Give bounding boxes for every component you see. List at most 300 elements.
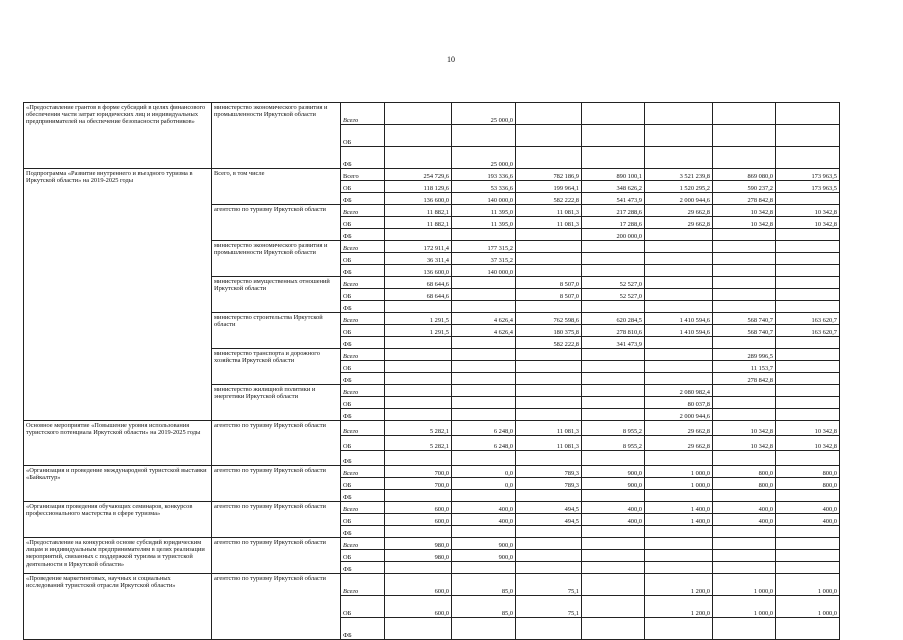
amount-cell [776,490,840,502]
funding-source: ФБ [341,265,385,277]
amount-cell [645,289,713,301]
amount-cell [452,397,516,409]
amount-cell [516,241,582,253]
amount-cell [776,147,840,169]
amount-cell: 6 248,0 [452,436,516,451]
amount-cell [776,526,840,538]
amount-cell: 140 000,0 [452,265,516,277]
executor-name: агентство по туризму Иркутской области [212,421,341,466]
amount-cell: 29 662,8 [645,436,713,451]
amount-cell: 494,5 [516,502,582,514]
amount-cell [776,373,840,385]
amount-cell [713,385,776,397]
activity-name: «Проведение маркетинговых, научных и социальных исследований туристской отрасли Иркутской области» [24,574,212,640]
amount-cell: 10 342,8 [776,205,840,217]
amount-cell [713,253,776,265]
funding-source: ФБ [341,147,385,169]
table-row [24,466,840,478]
table-row [24,538,840,550]
amount-cell: 620 284,5 [582,313,645,325]
amount-cell [582,147,645,169]
executor-name: министерство жилищной политики и энергетики Иркутской области [212,385,341,421]
amount-cell: 11 081,3 [516,205,582,217]
amount-cell [582,451,645,466]
amount-cell: 68 644,6 [385,277,452,289]
amount-cell [645,349,713,361]
amount-cell: 199 964,1 [516,181,582,193]
amount-cell: 1 520 295,2 [645,181,713,193]
amount-cell: 136 600,0 [385,265,452,277]
amount-cell [516,103,582,125]
budget-table [23,102,840,640]
amount-cell: 11 395,0 [452,205,516,217]
funding-source: ОБ [341,217,385,229]
amount-cell [516,361,582,373]
amount-cell: 36 311,4 [385,253,452,265]
amount-cell [516,409,582,421]
amount-cell: 400,0 [582,514,645,526]
amount-cell [645,125,713,147]
amount-cell: 600,0 [385,502,452,514]
amount-cell [776,618,840,640]
amount-cell: 8 507,0 [516,289,582,301]
amount-cell [713,409,776,421]
amount-cell: 85,0 [452,596,516,618]
amount-cell [385,229,452,241]
amount-cell: 193 336,6 [452,169,516,181]
amount-cell: 53 336,6 [452,181,516,193]
amount-cell [385,618,452,640]
amount-cell: 2 080 982,4 [645,385,713,397]
amount-cell: 1 410 594,6 [645,313,713,325]
funding-source: Всего [341,103,385,125]
amount-cell [645,301,713,313]
funding-source: ФБ [341,337,385,349]
funding-source: ФБ [341,301,385,313]
table-row [24,103,840,125]
amount-cell: 700,0 [385,466,452,478]
amount-cell: 8 507,0 [516,277,582,289]
amount-cell [385,526,452,538]
amount-cell [452,490,516,502]
amount-cell [713,147,776,169]
amount-cell: 136 600,0 [385,193,452,205]
amount-cell [385,373,452,385]
amount-cell [645,550,713,562]
amount-cell: 600,0 [385,514,452,526]
amount-cell: 400,0 [713,514,776,526]
amount-cell [582,526,645,538]
amount-cell: 341 473,9 [582,337,645,349]
amount-cell [582,596,645,618]
amount-cell: 11 395,0 [452,217,516,229]
amount-cell [516,229,582,241]
amount-cell [582,265,645,277]
funding-source: ОБ [341,253,385,265]
amount-cell: 52 527,0 [582,277,645,289]
amount-cell [713,550,776,562]
executor-name: Всего, в том числе [212,169,341,205]
funding-source: Всего [341,538,385,550]
amount-cell [645,361,713,373]
amount-cell [385,337,452,349]
amount-cell: 5 282,1 [385,436,452,451]
amount-cell: 348 626,2 [582,181,645,193]
amount-cell [582,361,645,373]
amount-cell: 29 662,8 [645,217,713,229]
amount-cell: 400,0 [582,502,645,514]
funding-source: ОБ [341,181,385,193]
amount-cell [452,562,516,574]
amount-cell: 890 100,1 [582,169,645,181]
table-row [24,502,840,514]
amount-cell: 173 963,5 [776,169,840,181]
funding-source: ФБ [341,373,385,385]
amount-cell: 278 842,8 [713,193,776,205]
amount-cell [582,103,645,125]
amount-cell: 1 200,0 [645,596,713,618]
amount-cell [516,562,582,574]
amount-cell: 10 342,8 [713,421,776,436]
amount-cell: 289 996,5 [713,349,776,361]
funding-source: Всего [341,385,385,397]
amount-cell: 0,0 [452,478,516,490]
executor-name: агентство по туризму Иркутской области [212,205,341,241]
amount-cell [776,253,840,265]
amount-cell: 980,0 [385,550,452,562]
amount-cell [516,490,582,502]
executor-name: агентство по туризму Иркутской области [212,502,341,538]
amount-cell: 800,0 [776,466,840,478]
amount-cell: 85,0 [452,574,516,596]
amount-cell: 17 288,6 [582,217,645,229]
amount-cell: 541 473,9 [582,193,645,205]
amount-cell [776,229,840,241]
amount-cell: 1 000,0 [776,596,840,618]
table-row [24,574,840,596]
amount-cell [385,385,452,397]
amount-cell [713,229,776,241]
amount-cell [776,538,840,550]
amount-cell [645,373,713,385]
funding-source: Всего [341,241,385,253]
amount-cell [452,229,516,241]
funding-source: ФБ [341,562,385,574]
funding-source: Всего [341,169,385,181]
amount-cell [516,301,582,313]
amount-cell [776,451,840,466]
funding-source: ОБ [341,325,385,337]
amount-cell: 600,0 [385,574,452,596]
amount-cell: 11 882,1 [385,217,452,229]
amount-cell: 800,0 [776,478,840,490]
amount-cell [385,361,452,373]
funding-source: Всего [341,466,385,478]
activity-name: Подпрограмма «Развитие внутреннего и въездного туризма в Иркутской области» на 2019-2025 годы [24,169,212,421]
amount-cell [713,526,776,538]
amount-cell [582,253,645,265]
amount-cell: 25 000,0 [452,103,516,125]
amount-cell: 140 000,0 [452,193,516,205]
amount-cell [713,103,776,125]
amount-cell [516,253,582,265]
amount-cell [713,618,776,640]
funding-source: ФБ [341,490,385,502]
funding-source: Всего [341,313,385,325]
funding-source: ОБ [341,596,385,618]
amount-cell: 980,0 [385,538,452,550]
amount-cell: 0,0 [452,466,516,478]
amount-cell [713,289,776,301]
amount-cell: 568 740,7 [713,325,776,337]
amount-cell [516,538,582,550]
amount-cell [776,397,840,409]
amount-cell [452,451,516,466]
funding-source: Всего [341,502,385,514]
amount-cell: 173 963,5 [776,181,840,193]
amount-cell [582,349,645,361]
amount-cell [645,229,713,241]
amount-cell: 254 729,6 [385,169,452,181]
amount-cell [582,385,645,397]
amount-cell: 80 037,8 [645,397,713,409]
funding-source: Всего [341,205,385,217]
table-row [24,421,840,436]
amount-cell [385,409,452,421]
amount-cell [385,349,452,361]
funding-source: ФБ [341,193,385,205]
amount-cell [776,385,840,397]
amount-cell: 11 081,3 [516,421,582,436]
amount-cell: 900,0 [582,466,645,478]
amount-cell [582,538,645,550]
amount-cell: 1 200,0 [645,574,713,596]
funding-source: ОБ [341,478,385,490]
amount-cell: 400,0 [776,502,840,514]
amount-cell [452,301,516,313]
amount-cell [713,301,776,313]
executor-name: министерство строительства Иркутской области [212,313,341,349]
amount-cell [713,265,776,277]
amount-cell: 700,0 [385,478,452,490]
amount-cell [452,125,516,147]
amount-cell: 400,0 [452,514,516,526]
funding-source: ОБ [341,550,385,562]
amount-cell: 1 000,0 [645,466,713,478]
amount-cell [713,562,776,574]
funding-source: ОБ [341,289,385,301]
funding-source: Всего [341,421,385,436]
funding-source: ФБ [341,229,385,241]
amount-cell [385,125,452,147]
amount-cell: 75,1 [516,574,582,596]
amount-cell: 900,0 [452,538,516,550]
amount-cell: 2 000 944,6 [645,409,713,421]
amount-cell [582,550,645,562]
amount-cell: 1 000,0 [713,574,776,596]
executor-name: министерство имущественных отношений Иркутской области [212,277,341,313]
amount-cell: 494,5 [516,514,582,526]
amount-cell: 10 342,8 [713,217,776,229]
amount-cell [645,253,713,265]
amount-cell [452,526,516,538]
amount-cell [452,277,516,289]
amount-cell [385,451,452,466]
amount-cell: 590 237,2 [713,181,776,193]
amount-cell [645,618,713,640]
amount-cell [713,451,776,466]
funding-source: ОБ [341,436,385,451]
amount-cell [645,562,713,574]
amount-cell [516,349,582,361]
executor-name: министерство транспорта и дорожного хозяйства Иркутской области [212,349,341,385]
amount-cell [776,193,840,205]
amount-cell: 217 288,6 [582,205,645,217]
amount-cell [713,538,776,550]
executor-name: агентство по туризму Иркутской области [212,466,341,502]
amount-cell [645,277,713,289]
amount-cell: 1 410 594,6 [645,325,713,337]
amount-cell: 11 153,7 [713,361,776,373]
amount-cell: 278 842,8 [713,373,776,385]
amount-cell: 10 342,8 [713,436,776,451]
amount-cell [516,550,582,562]
amount-cell [516,125,582,147]
amount-cell: 177 315,2 [452,241,516,253]
funding-source: Всего [341,277,385,289]
amount-cell [582,397,645,409]
amount-cell [582,373,645,385]
amount-cell [582,562,645,574]
funding-source: ОБ [341,514,385,526]
amount-cell [713,277,776,289]
amount-cell [713,337,776,349]
amount-cell [645,490,713,502]
amount-cell: 5 282,1 [385,421,452,436]
funding-source: Всего [341,349,385,361]
amount-cell: 582 222,8 [516,337,582,349]
amount-cell [516,526,582,538]
amount-cell: 4 626,4 [452,325,516,337]
amount-cell: 6 248,0 [452,421,516,436]
amount-cell [776,349,840,361]
amount-cell [516,385,582,397]
amount-cell [385,103,452,125]
activity-name: «Предоставление грантов в форме субсидий в целях финансового обеспечения части затрат юридических лиц и индивидуальных предпринимателей на обеспечение безопасности работников» [24,103,212,169]
amount-cell: 52 527,0 [582,289,645,301]
amount-cell [452,361,516,373]
amount-cell [516,451,582,466]
activity-name: «Предоставление на конкурсной основе субсидий юридическим лицам и индивидуальным предпринимателям в целях реализации мероприятий, связанных с поддержкой туризма и туристской деятельности в Иркутской области» [24,538,212,574]
amount-cell [776,562,840,574]
amount-cell [452,337,516,349]
amount-cell [645,147,713,169]
amount-cell: 11 081,3 [516,436,582,451]
amount-cell: 1 400,0 [645,514,713,526]
amount-cell: 68 644,6 [385,289,452,301]
amount-cell [516,265,582,277]
amount-cell: 25 000,0 [452,147,516,169]
amount-cell: 1 000,0 [776,574,840,596]
amount-cell [582,618,645,640]
funding-source: ОБ [341,397,385,409]
amount-cell [776,301,840,313]
amount-cell [713,241,776,253]
amount-cell: 10 342,8 [776,217,840,229]
table-row [24,169,840,181]
amount-cell: 200 000,0 [582,229,645,241]
amount-cell [385,301,452,313]
amount-cell [776,550,840,562]
amount-cell [452,409,516,421]
amount-cell [582,241,645,253]
amount-cell [776,289,840,301]
amount-cell: 29 662,8 [645,421,713,436]
amount-cell: 11 882,1 [385,205,452,217]
activity-name: Основное мероприятие «Повышение уровня использования туристского потенциала Иркутской области» на 2019-2025 годы [24,421,212,466]
amount-cell [582,490,645,502]
amount-cell: 1 000,0 [645,478,713,490]
amount-cell: 278 810,6 [582,325,645,337]
activity-name: «Организация проведения обучающих семинаров, конкурсов профессионального мастерства в сфере туризма» [24,502,212,538]
amount-cell [452,618,516,640]
amount-cell: 782 186,9 [516,169,582,181]
amount-cell: 163 620,7 [776,325,840,337]
amount-cell: 37 315,2 [452,253,516,265]
amount-cell: 10 342,8 [776,436,840,451]
amount-cell: 568 740,7 [713,313,776,325]
amount-cell [645,103,713,125]
amount-cell: 10 342,8 [713,205,776,217]
amount-cell [582,574,645,596]
amount-cell [516,618,582,640]
amount-cell [516,397,582,409]
amount-cell [582,409,645,421]
amount-cell [776,103,840,125]
amount-cell: 762 598,6 [516,313,582,325]
amount-cell [385,490,452,502]
amount-cell [385,562,452,574]
amount-cell [645,538,713,550]
amount-cell: 900,0 [452,550,516,562]
amount-cell [776,265,840,277]
funding-source: ФБ [341,451,385,466]
amount-cell [713,125,776,147]
executor-name: агентство по туризму Иркутской области [212,574,341,640]
executor-name: агентство по туризму Иркутской области [212,538,341,574]
amount-cell: 400,0 [713,502,776,514]
amount-cell: 180 375,8 [516,325,582,337]
amount-cell: 400,0 [776,514,840,526]
amount-cell: 163 620,7 [776,313,840,325]
amount-cell: 8 955,2 [582,436,645,451]
executor-name: министерство экономического развития и промышленности Иркутской области [212,241,341,277]
activity-name: «Организация и проведение международной туристской выставки «Байкалтур» [24,466,212,502]
amount-cell [776,409,840,421]
amount-cell: 400,0 [452,502,516,514]
amount-cell [645,451,713,466]
amount-cell: 1 291,5 [385,325,452,337]
amount-cell: 4 626,4 [452,313,516,325]
amount-cell [645,337,713,349]
amount-cell: 869 080,0 [713,169,776,181]
amount-cell: 900,0 [582,478,645,490]
amount-cell: 75,1 [516,596,582,618]
amount-cell [713,397,776,409]
amount-cell [776,361,840,373]
page-number: 10 [447,55,455,64]
funding-source: Всего [341,574,385,596]
